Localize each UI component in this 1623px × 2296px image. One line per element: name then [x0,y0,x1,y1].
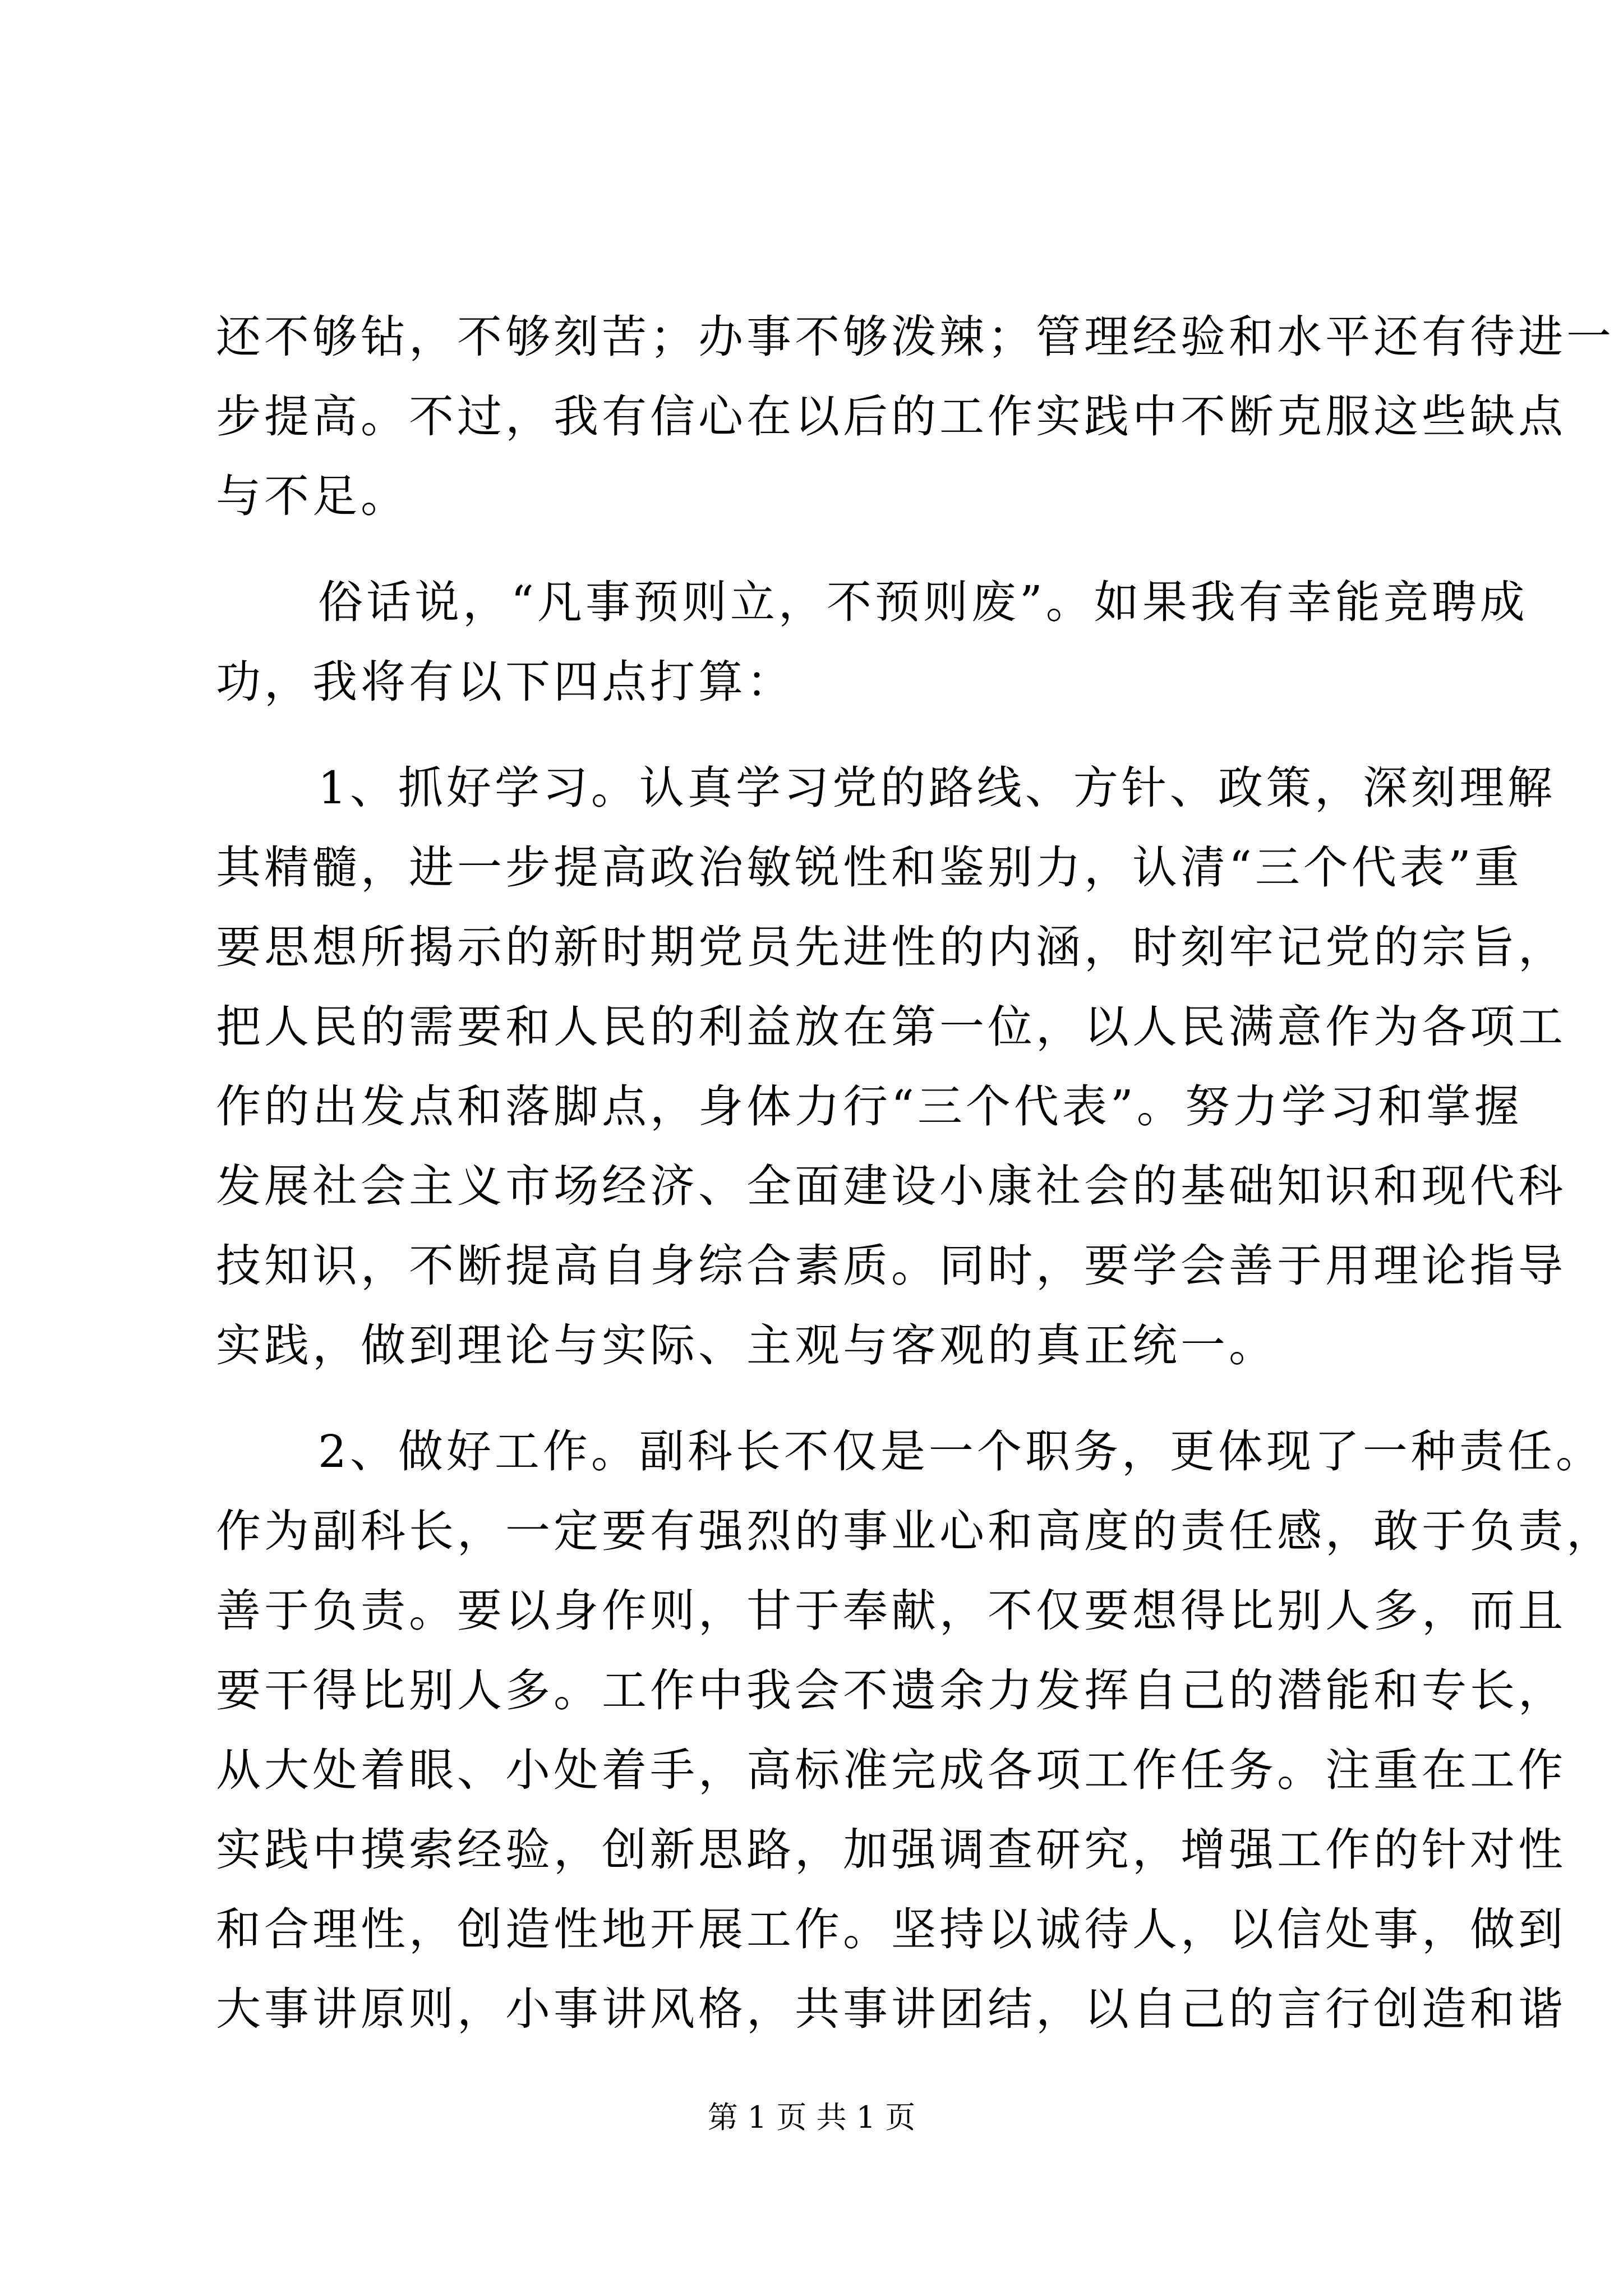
text-line: 其精髓，进一步提高政治敏锐性和鉴别力，认清“三个代表”重 [216,841,1523,894]
text-line: 与不足。 [216,470,409,522]
paragraph-3 [216,748,1566,1386]
text-line: 和合理性，创造性地开展工作。坚持以诚待人，以信处事，做到 [216,1903,1566,1955]
page-footer [0,2098,1623,2137]
text-line: 作为副科长，一定要有强烈的事业心和高度的责任感，敢于负责， [216,1505,1615,1557]
text-line: 把人民的需要和人民的利益放在第一位，以人民满意作为各项工 [216,1001,1566,1053]
document-body [216,297,1615,2049]
paragraph-4 [216,1412,1615,2049]
text-line: 大事讲原则，小事讲风格，共事讲团结，以自己的言行创造和谐 [216,1983,1566,2035]
text-line: 技知识，不断提高自身综合素质。同时，要学会善于用理论指导 [216,1240,1566,1292]
text-line: 步提高。不过，我有信心在以后的工作实践中不断克服这些缺点 [216,390,1566,443]
text-line: 功，我将有以下四点打算： [216,656,795,708]
text-line: 还不够钻，不够刻苦；办事不够泼辣；管理经验和水平还有待进一 [216,311,1615,363]
paragraph-2 [216,563,1528,722]
text-line: 2、做好工作。副科长不仅是一个职务，更体现了一种责任。 [318,1425,1604,1478]
text-line: 俗话说，“凡事预则立，不预则废”。如果我有幸能竞聘成 [318,576,1528,628]
text-line: 实践，做到理论与实际、主观与客观的真正统一。 [216,1319,1277,1372]
text-line: 从大处着眼、小处着手，高标准完成各项工作任务。注重在工作 [216,1744,1566,1796]
text-line: 要思想所揭示的新时期党员先进性的内涵，时刻牢记党的宗旨， [216,921,1566,973]
paragraph-1 [216,297,1615,536]
page-number-label: 第 1 页 共 1 页 [707,2100,916,2135]
text-line: 1、抓好学习。认真学习党的路线、方针、政策，深刻理解 [318,762,1556,814]
text-line: 要干得比别人多。工作中我会不遗余力发挥自己的潜能和专长， [216,1664,1566,1717]
text-line: 善于负责。要以身作则，甘于奉献，不仅要想得比别人多，而且 [216,1585,1566,1637]
text-line: 实践中摸索经验，创新思路，加强调查研究，增强工作的针对性 [216,1824,1566,1876]
text-line: 作的出发点和落脚点，身体力行“三个代表”。努力学习和掌握 [216,1080,1523,1133]
text-line: 发展社会主义市场经济、全面建设小康社会的基础知识和现代科 [216,1160,1566,1212]
